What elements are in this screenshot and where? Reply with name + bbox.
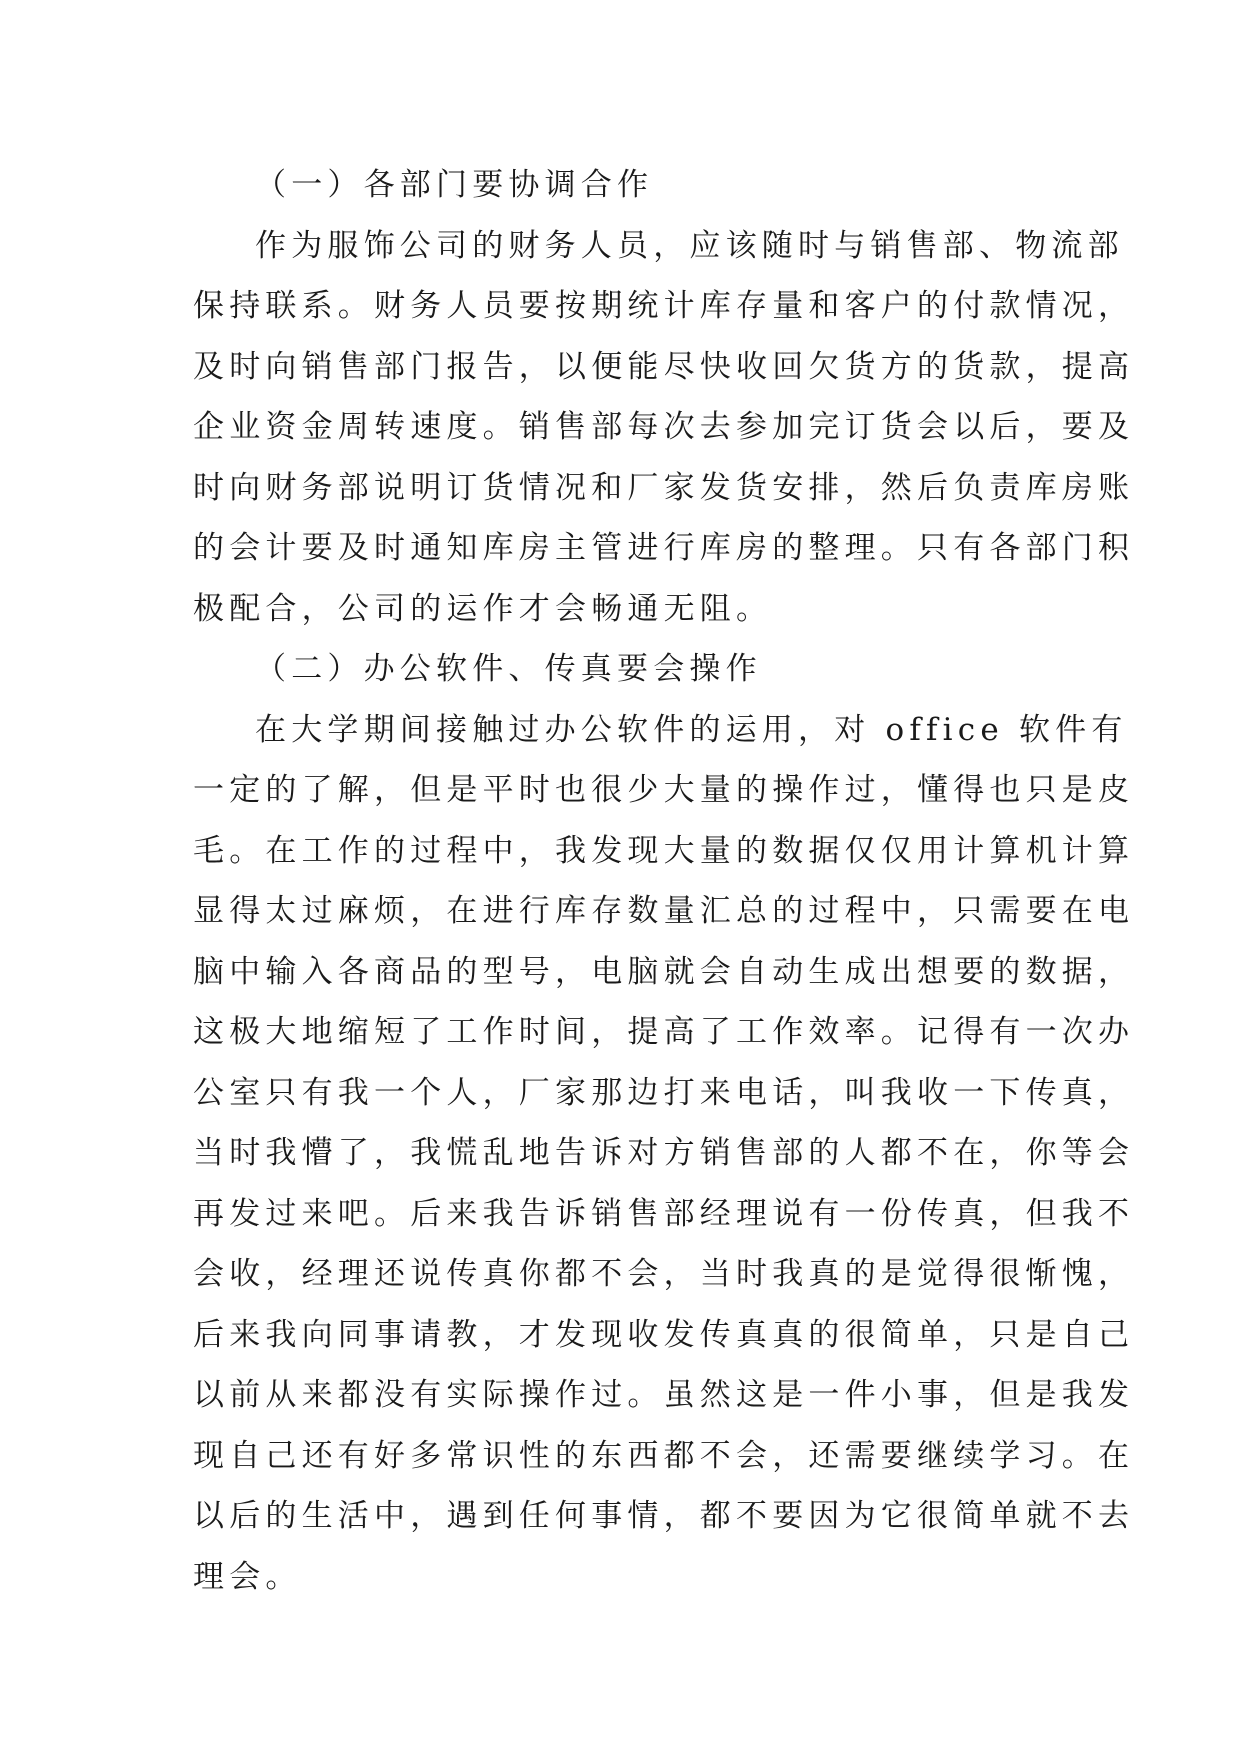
- paragraph-line: 在大学期间接触过办公软件的运用，对 office 软件有: [255, 711, 1128, 748]
- paragraph-line: 保持联系。财务人员要按期统计库存量和客户的付款情况，: [193, 288, 1135, 324]
- paragraph-line: 再发过来吧。后来我告诉销售部经理说有一份传真，但我不: [193, 1195, 1135, 1232]
- section-heading: [193, 639, 1073, 700]
- paragraph-line: 现自己还有好多常识性的东西都不会，还需要继续学习。在: [193, 1437, 1135, 1474]
- paragraph-line: 作为服饰公司的财务人员，应该随时与销售部、物流部: [255, 227, 1124, 264]
- paragraph-line: 时向财务部说明订货情况和厂家发货安排，然后负责库房账: [193, 469, 1135, 506]
- paragraph-line: 以后的生活中，遇到任何事情，都不要因为它很简单就不去: [193, 1498, 1135, 1534]
- paragraph-line: 企业资金周转速度。销售部每次去参加完订货会以后，要及: [193, 409, 1135, 445]
- paragraph-line: 及时向销售部门报告，以便能尽快收回欠货方的货款，提高: [193, 348, 1135, 385]
- paragraph-line: 这极大地缩短了工作时间，提高了工作效率。记得有一次办: [193, 1014, 1135, 1050]
- paragraph-line: 公室只有我一个人，厂家那边打来电话，叫我收一下传真，: [193, 1074, 1135, 1111]
- heading-text: （二）办公软件、传真要会操作: [255, 651, 762, 687]
- paragraph-line: 一定的了解，但是平时也很少大量的操作过，懂得也只是皮: [193, 772, 1135, 808]
- paragraph-line: 脑中输入各商品的型号，电脑就会自动生成出想要的数据，: [193, 953, 1135, 990]
- paragraph-line: 以前从来都没有实际操作过。虽然这是一件小事，但是我发: [193, 1377, 1135, 1413]
- paragraph-line: 当时我懵了，我慌乱地告诉对方销售部的人都不在，你等会: [193, 1135, 1135, 1171]
- paragraph-line: 后来我向同事请教，才发现收发传真真的很简单，只是自己: [193, 1316, 1135, 1353]
- paragraph-line: 显得太过麻烦，在进行库存数量汇总的过程中，只需要在电: [193, 893, 1135, 929]
- paragraph: [193, 216, 1135, 640]
- section-heading: [193, 155, 1073, 216]
- heading-text: （一）各部门要协调合作: [255, 167, 654, 203]
- paragraph-line: 的会计要及时通知库房主管进行库房的整理。只有各部门积: [193, 530, 1135, 566]
- paragraph: [193, 700, 1135, 1608]
- paragraph-line: 会收，经理还说传真你都不会，当时我真的是觉得很惭愧，: [193, 1256, 1135, 1292]
- document-page: [193, 155, 1135, 1607]
- paragraph-line: 理会。: [193, 1558, 302, 1595]
- paragraph-line: 毛。在工作的过程中，我发现大量的数据仅仅用计算机计算: [193, 832, 1135, 869]
- paragraph-line: 极配合，公司的运作才会畅通无阻。: [193, 590, 773, 627]
